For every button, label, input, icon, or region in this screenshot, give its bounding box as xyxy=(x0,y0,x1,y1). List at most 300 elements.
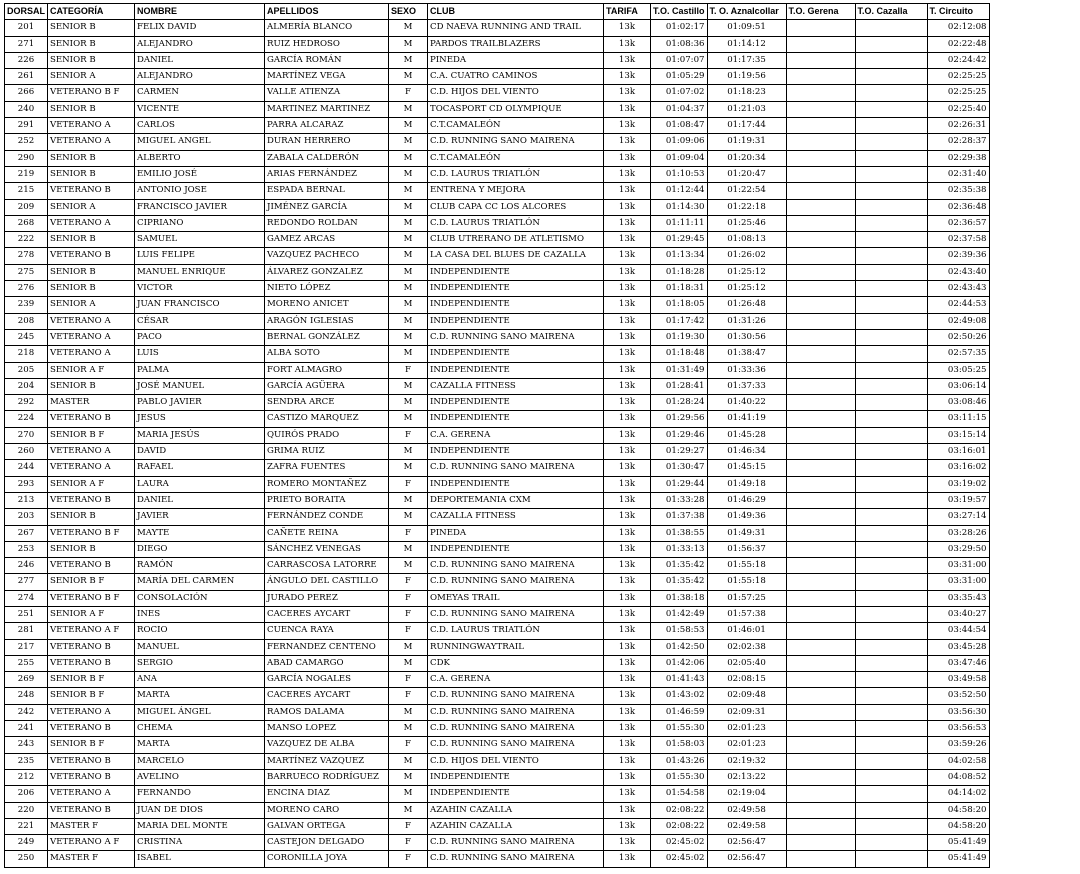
apellidos-cell: VAZQUEZ PACHECO xyxy=(265,248,389,264)
to-cazalla-cell xyxy=(855,737,927,753)
tarifa-cell: 13k xyxy=(604,101,651,117)
to-castillo-cell: 01:33:13 xyxy=(651,541,708,557)
categoria-cell: VETERANO B F xyxy=(48,590,135,606)
sexo-cell: M xyxy=(389,118,428,134)
tarifa-cell: 13k xyxy=(604,639,651,655)
apellidos-cell: ENCINA DIAZ xyxy=(265,786,389,802)
categoria-cell: SENIOR B xyxy=(48,36,135,52)
club-cell: C.D. RUNNING SANO MAIRENA xyxy=(428,329,604,345)
to-cazalla-cell xyxy=(855,851,927,867)
to-cazalla-cell xyxy=(855,329,927,345)
to-cazalla-cell xyxy=(855,558,927,574)
club-cell: PARDOS TRAILBLAZERS xyxy=(428,36,604,52)
tarifa-cell: 13k xyxy=(604,395,651,411)
to-gerena-cell xyxy=(786,313,855,329)
table-row xyxy=(5,721,990,737)
to-cazalla-cell xyxy=(855,721,927,737)
to-gerena-cell xyxy=(786,476,855,492)
apellidos-cell: CAÑETE REINA xyxy=(265,525,389,541)
sexo-cell: M xyxy=(389,52,428,68)
table-row xyxy=(5,411,990,427)
nombre-cell: MARCELO xyxy=(135,753,265,769)
club-cell: C.D. RUNNING SANO MAIRENA xyxy=(428,737,604,753)
t-circuito-cell: 03:28:26 xyxy=(927,525,989,541)
tarifa-cell: 13k xyxy=(604,52,651,68)
table-row xyxy=(5,248,990,264)
dorsal-cell: 250 xyxy=(5,851,48,867)
dorsal-cell: 290 xyxy=(5,150,48,166)
categoria-cell: VETERANO B xyxy=(48,558,135,574)
to-cazalla-cell xyxy=(855,69,927,85)
club-cell: INDEPENDIENTE xyxy=(428,444,604,460)
table-row xyxy=(5,69,990,85)
to-gerena-cell xyxy=(786,199,855,215)
tarifa-cell: 13k xyxy=(604,297,651,313)
tarifa-cell: 13k xyxy=(604,704,651,720)
tarifa-cell: 13k xyxy=(604,509,651,525)
to-castillo-cell: 01:07:02 xyxy=(651,85,708,101)
tarifa-cell: 13k xyxy=(604,215,651,231)
club-cell: INDEPENDIENTE xyxy=(428,346,604,362)
t-circuito-cell: 02:35:38 xyxy=(927,183,989,199)
to-gerena-cell xyxy=(786,215,855,231)
to-gerena-cell xyxy=(786,362,855,378)
club-cell: AZAHIN CAZALLA xyxy=(428,802,604,818)
club-cell: C.A. CUATRO CAMINOS xyxy=(428,69,604,85)
club-cell: C.D. HIJOS DEL VIENTO xyxy=(428,85,604,101)
to-cazalla-cell xyxy=(855,623,927,639)
table-row xyxy=(5,639,990,655)
dorsal-cell: 270 xyxy=(5,427,48,443)
table-row xyxy=(5,199,990,215)
t-circuito-cell: 02:25:40 xyxy=(927,101,989,117)
to-castillo-cell: 01:54:58 xyxy=(651,786,708,802)
tarifa-cell: 13k xyxy=(604,20,651,36)
sexo-cell: F xyxy=(389,835,428,851)
nombre-cell: DIEGO xyxy=(135,541,265,557)
apellidos-cell: ALMERÍA BLANCO xyxy=(265,20,389,36)
categoria-cell: SENIOR B xyxy=(48,281,135,297)
nombre-cell: CÉSAR xyxy=(135,313,265,329)
tarifa-cell: 13k xyxy=(604,737,651,753)
to-gerena-cell xyxy=(786,378,855,394)
sexo-cell: M xyxy=(389,69,428,85)
to-gerena-cell xyxy=(786,85,855,101)
sexo-cell: F xyxy=(389,574,428,590)
tarifa-cell: 13k xyxy=(604,818,651,834)
to-castillo-cell: 01:28:41 xyxy=(651,378,708,394)
to-aznalcollar-cell: 02:19:04 xyxy=(707,786,786,802)
nombre-cell: MARTA xyxy=(135,737,265,753)
to-gerena-cell xyxy=(786,411,855,427)
to-aznalcollar-cell: 02:09:48 xyxy=(707,688,786,704)
dorsal-cell: 218 xyxy=(5,346,48,362)
table-row xyxy=(5,281,990,297)
to-castillo-cell: 02:45:02 xyxy=(651,851,708,867)
table-row xyxy=(5,232,990,248)
to-cazalla-cell xyxy=(855,444,927,460)
to-aznalcollar-cell: 01:56:37 xyxy=(707,541,786,557)
tarifa-cell: 13k xyxy=(604,134,651,150)
table-row xyxy=(5,558,990,574)
tarifa-cell: 13k xyxy=(604,313,651,329)
t-circuito-cell: 02:44:53 xyxy=(927,297,989,313)
to-castillo-cell: 01:31:49 xyxy=(651,362,708,378)
apellidos-cell: ROMERO MONTAÑEZ xyxy=(265,476,389,492)
club-cell: C.D. RUNNING SANO MAIRENA xyxy=(428,134,604,150)
to-castillo-cell: 01:42:50 xyxy=(651,639,708,655)
t-circuito-cell: 03:06:14 xyxy=(927,378,989,394)
nombre-cell: ISABEL xyxy=(135,851,265,867)
sexo-cell: F xyxy=(389,623,428,639)
t-circuito-cell: 02:12:08 xyxy=(927,20,989,36)
table-row xyxy=(5,818,990,834)
table-row xyxy=(5,525,990,541)
categoria-cell: VETERANO B xyxy=(48,721,135,737)
to-aznalcollar-cell: 02:49:58 xyxy=(707,802,786,818)
to-gerena-cell xyxy=(786,737,855,753)
sexo-cell: M xyxy=(389,655,428,671)
apellidos-cell: CARRASCOSA LATORRE xyxy=(265,558,389,574)
t-circuito-cell: 03:15:14 xyxy=(927,427,989,443)
sexo-cell: F xyxy=(389,688,428,704)
apellidos-cell: MARTÍNEZ VEGA xyxy=(265,69,389,85)
tarifa-cell: 13k xyxy=(604,802,651,818)
dorsal-cell: 278 xyxy=(5,248,48,264)
t-circuito-cell: 02:43:43 xyxy=(927,281,989,297)
to-gerena-cell xyxy=(786,444,855,460)
sexo-cell: F xyxy=(389,672,428,688)
to-castillo-cell: 01:18:05 xyxy=(651,297,708,313)
col-header-tarifa: TARIFA xyxy=(604,4,651,20)
to-aznalcollar-cell: 01:21:03 xyxy=(707,101,786,117)
dorsal-cell: 241 xyxy=(5,721,48,737)
apellidos-cell: FERNANDEZ CENTENO xyxy=(265,639,389,655)
categoria-cell: VETERANO A xyxy=(48,786,135,802)
to-gerena-cell xyxy=(786,20,855,36)
apellidos-cell: SÁNCHEZ VENEGAS xyxy=(265,541,389,557)
sexo-cell: M xyxy=(389,313,428,329)
t-circuito-cell: 02:49:08 xyxy=(927,313,989,329)
to-castillo-cell: 01:18:48 xyxy=(651,346,708,362)
club-cell: PINEDA xyxy=(428,52,604,68)
to-castillo-cell: 01:10:53 xyxy=(651,166,708,182)
categoria-cell: VETERANO A F xyxy=(48,835,135,851)
to-gerena-cell xyxy=(786,69,855,85)
apellidos-cell: MARTÍNEZ VAZQUEZ xyxy=(265,753,389,769)
to-aznalcollar-cell: 01:19:31 xyxy=(707,134,786,150)
to-cazalla-cell xyxy=(855,297,927,313)
categoria-cell: SENIOR A F xyxy=(48,606,135,622)
to-aznalcollar-cell: 01:25:46 xyxy=(707,215,786,231)
dorsal-cell: 240 xyxy=(5,101,48,117)
table-row xyxy=(5,851,990,867)
dorsal-cell: 204 xyxy=(5,378,48,394)
sexo-cell: M xyxy=(389,329,428,345)
apellidos-cell: ABAD CAMARGO xyxy=(265,655,389,671)
to-aznalcollar-cell: 01:30:56 xyxy=(707,329,786,345)
to-gerena-cell xyxy=(786,802,855,818)
club-cell: C.D. RUNNING SANO MAIRENA xyxy=(428,851,604,867)
t-circuito-cell: 03:31:00 xyxy=(927,558,989,574)
tarifa-cell: 13k xyxy=(604,329,651,345)
categoria-cell: SENIOR A F xyxy=(48,362,135,378)
table-row xyxy=(5,346,990,362)
to-gerena-cell xyxy=(786,150,855,166)
nombre-cell: SERGIO xyxy=(135,655,265,671)
apellidos-cell: GAMEZ ARCAS xyxy=(265,232,389,248)
apellidos-cell: CASTIZO MARQUEZ xyxy=(265,411,389,427)
tarifa-cell: 13k xyxy=(604,721,651,737)
club-cell: C.D. RUNNING SANO MAIRENA xyxy=(428,835,604,851)
club-cell: C.T.CAMALEÓN xyxy=(428,150,604,166)
categoria-cell: VETERANO B xyxy=(48,411,135,427)
club-cell: CLUB CAPA CC LOS ALCORES xyxy=(428,199,604,215)
to-aznalcollar-cell: 01:17:35 xyxy=(707,52,786,68)
to-gerena-cell xyxy=(786,818,855,834)
col-header-sexo: SEXO xyxy=(389,4,428,20)
t-circuito-cell: 03:35:43 xyxy=(927,590,989,606)
to-gerena-cell xyxy=(786,606,855,622)
table-row xyxy=(5,590,990,606)
to-aznalcollar-cell: 01:49:18 xyxy=(707,476,786,492)
tarifa-cell: 13k xyxy=(604,525,651,541)
nombre-cell: EMILIO JOSÉ xyxy=(135,166,265,182)
t-circuito-cell: 03:56:30 xyxy=(927,704,989,720)
t-circuito-cell: 03:27:14 xyxy=(927,509,989,525)
sexo-cell: M xyxy=(389,558,428,574)
to-castillo-cell: 01:43:26 xyxy=(651,753,708,769)
table-row xyxy=(5,85,990,101)
sexo-cell: F xyxy=(389,362,428,378)
to-castillo-cell: 01:58:03 xyxy=(651,737,708,753)
to-castillo-cell: 01:17:42 xyxy=(651,313,708,329)
to-castillo-cell: 01:28:24 xyxy=(651,395,708,411)
to-castillo-cell: 01:14:30 xyxy=(651,199,708,215)
sexo-cell: M xyxy=(389,199,428,215)
table-row xyxy=(5,688,990,704)
categoria-cell: VETERANO A xyxy=(48,444,135,460)
nombre-cell: MARIA JESÚS xyxy=(135,427,265,443)
nombre-cell: DAVID xyxy=(135,444,265,460)
dorsal-cell: 219 xyxy=(5,166,48,182)
nombre-cell: LUIS FELIPE xyxy=(135,248,265,264)
to-aznalcollar-cell: 02:05:40 xyxy=(707,655,786,671)
nombre-cell: DANIEL xyxy=(135,492,265,508)
to-aznalcollar-cell: 01:57:38 xyxy=(707,606,786,622)
to-aznalcollar-cell: 01:22:18 xyxy=(707,199,786,215)
apellidos-cell: SENDRA ARCE xyxy=(265,395,389,411)
nombre-cell: FELIX DAVID xyxy=(135,20,265,36)
sexo-cell: M xyxy=(389,264,428,280)
to-cazalla-cell xyxy=(855,232,927,248)
to-castillo-cell: 01:19:30 xyxy=(651,329,708,345)
to-cazalla-cell xyxy=(855,183,927,199)
dorsal-cell: 224 xyxy=(5,411,48,427)
to-gerena-cell xyxy=(786,232,855,248)
dorsal-cell: 249 xyxy=(5,835,48,851)
categoria-cell: SENIOR B xyxy=(48,378,135,394)
nombre-cell: JUAN DE DIOS xyxy=(135,802,265,818)
to-gerena-cell xyxy=(786,492,855,508)
to-cazalla-cell xyxy=(855,264,927,280)
to-aznalcollar-cell: 02:08:15 xyxy=(707,672,786,688)
tarifa-cell: 13k xyxy=(604,492,651,508)
categoria-cell: SENIOR A xyxy=(48,297,135,313)
dorsal-cell: 209 xyxy=(5,199,48,215)
t-circuito-cell: 03:16:01 xyxy=(927,444,989,460)
club-cell: INDEPENDIENTE xyxy=(428,786,604,802)
apellidos-cell: NIETO LÓPEZ xyxy=(265,281,389,297)
to-gerena-cell xyxy=(786,248,855,264)
table-row xyxy=(5,150,990,166)
categoria-cell: MASTER xyxy=(48,395,135,411)
tarifa-cell: 13k xyxy=(604,753,651,769)
dorsal-cell: 221 xyxy=(5,818,48,834)
to-cazalla-cell xyxy=(855,688,927,704)
tarifa-cell: 13k xyxy=(604,346,651,362)
table-row xyxy=(5,264,990,280)
apellidos-cell: GARCÍA AGÜERA xyxy=(265,378,389,394)
to-aznalcollar-cell: 01:37:33 xyxy=(707,378,786,394)
nombre-cell: RAFAEL xyxy=(135,460,265,476)
nombre-cell: INES xyxy=(135,606,265,622)
table-row xyxy=(5,704,990,720)
t-circuito-cell: 03:49:58 xyxy=(927,672,989,688)
t-circuito-cell: 02:36:57 xyxy=(927,215,989,231)
to-cazalla-cell xyxy=(855,101,927,117)
dorsal-cell: 261 xyxy=(5,69,48,85)
t-circuito-cell: 03:16:02 xyxy=(927,460,989,476)
t-circuito-cell: 02:43:40 xyxy=(927,264,989,280)
categoria-cell: SENIOR B xyxy=(48,166,135,182)
tarifa-cell: 13k xyxy=(604,411,651,427)
t-circuito-cell: 03:52:50 xyxy=(927,688,989,704)
dorsal-cell: 276 xyxy=(5,281,48,297)
to-castillo-cell: 01:58:53 xyxy=(651,623,708,639)
to-gerena-cell xyxy=(786,101,855,117)
tarifa-cell: 13k xyxy=(604,150,651,166)
t-circuito-cell: 05:41:49 xyxy=(927,851,989,867)
categoria-cell: SENIOR B F xyxy=(48,737,135,753)
to-castillo-cell: 02:08:22 xyxy=(651,818,708,834)
club-cell: C.D. RUNNING SANO MAIRENA xyxy=(428,721,604,737)
nombre-cell: ROCIO xyxy=(135,623,265,639)
tarifa-cell: 13k xyxy=(604,655,651,671)
categoria-cell: SENIOR A F xyxy=(48,476,135,492)
to-aznalcollar-cell: 01:09:51 xyxy=(707,20,786,36)
nombre-cell: MARIA DEL MONTE xyxy=(135,818,265,834)
to-cazalla-cell xyxy=(855,118,927,134)
apellidos-cell: RAMOS DALAMA xyxy=(265,704,389,720)
to-aznalcollar-cell: 02:19:32 xyxy=(707,753,786,769)
apellidos-cell: GRIMA RUIZ xyxy=(265,444,389,460)
to-cazalla-cell xyxy=(855,525,927,541)
col-header-to-castillo: T.O. Castillo xyxy=(651,4,708,20)
table-row xyxy=(5,297,990,313)
to-castillo-cell: 01:09:06 xyxy=(651,134,708,150)
categoria-cell: VETERANO A xyxy=(48,704,135,720)
t-circuito-cell: 04:14:02 xyxy=(927,786,989,802)
club-cell: INDEPENDIENTE xyxy=(428,395,604,411)
to-cazalla-cell xyxy=(855,606,927,622)
club-cell: CDK xyxy=(428,655,604,671)
table-row xyxy=(5,395,990,411)
apellidos-cell: ESPADA BERNAL xyxy=(265,183,389,199)
to-cazalla-cell xyxy=(855,492,927,508)
to-cazalla-cell xyxy=(855,476,927,492)
dorsal-cell: 277 xyxy=(5,574,48,590)
to-aznalcollar-cell: 02:56:47 xyxy=(707,851,786,867)
to-aznalcollar-cell: 02:09:31 xyxy=(707,704,786,720)
to-castillo-cell: 01:46:59 xyxy=(651,704,708,720)
to-gerena-cell xyxy=(786,183,855,199)
club-cell: RUNNINGWAYTRAIL xyxy=(428,639,604,655)
t-circuito-cell: 03:40:27 xyxy=(927,606,989,622)
t-circuito-cell: 04:58:20 xyxy=(927,802,989,818)
to-cazalla-cell xyxy=(855,835,927,851)
results-body xyxy=(5,20,990,867)
dorsal-cell: 251 xyxy=(5,606,48,622)
tarifa-cell: 13k xyxy=(604,85,651,101)
to-cazalla-cell xyxy=(855,134,927,150)
to-cazalla-cell xyxy=(855,36,927,52)
apellidos-cell: GARCÍA ROMÁN xyxy=(265,52,389,68)
tarifa-cell: 13k xyxy=(604,541,651,557)
table-row xyxy=(5,118,990,134)
to-gerena-cell xyxy=(786,281,855,297)
to-castillo-cell: 01:18:31 xyxy=(651,281,708,297)
to-gerena-cell xyxy=(786,509,855,525)
apellidos-cell: CASTEJON DELGADO xyxy=(265,835,389,851)
apellidos-cell: ÁLVAREZ GONZALEZ xyxy=(265,264,389,280)
tarifa-cell: 13k xyxy=(604,786,651,802)
to-cazalla-cell xyxy=(855,541,927,557)
t-circuito-cell: 03:29:50 xyxy=(927,541,989,557)
t-circuito-cell: 04:58:20 xyxy=(927,818,989,834)
to-castillo-cell: 01:07:07 xyxy=(651,52,708,68)
club-cell: C.A. GERENA xyxy=(428,427,604,443)
to-castillo-cell: 01:13:34 xyxy=(651,248,708,264)
nombre-cell: CIPRIANO xyxy=(135,215,265,231)
to-gerena-cell xyxy=(786,52,855,68)
sexo-cell: M xyxy=(389,395,428,411)
sexo-cell: M xyxy=(389,460,428,476)
apellidos-cell: ARAGÓN IGLESIAS xyxy=(265,313,389,329)
to-aznalcollar-cell: 02:01:23 xyxy=(707,721,786,737)
tarifa-cell: 13k xyxy=(604,688,651,704)
categoria-cell: SENIOR B xyxy=(48,20,135,36)
t-circuito-cell: 02:25:25 xyxy=(927,69,989,85)
tarifa-cell: 13k xyxy=(604,248,651,264)
to-cazalla-cell xyxy=(855,248,927,264)
t-circuito-cell: 03:11:15 xyxy=(927,411,989,427)
to-cazalla-cell xyxy=(855,411,927,427)
to-cazalla-cell xyxy=(855,818,927,834)
nombre-cell: CONSOLACIÓN xyxy=(135,590,265,606)
to-cazalla-cell xyxy=(855,574,927,590)
to-cazalla-cell xyxy=(855,427,927,443)
categoria-cell: SENIOR B F xyxy=(48,427,135,443)
table-row xyxy=(5,835,990,851)
col-header-apellidos: APELLIDOS xyxy=(265,4,389,20)
club-cell: C.D. RUNNING SANO MAIRENA xyxy=(428,606,604,622)
table-row xyxy=(5,492,990,508)
sexo-cell: M xyxy=(389,509,428,525)
dorsal-cell: 268 xyxy=(5,215,48,231)
to-aznalcollar-cell: 01:49:36 xyxy=(707,509,786,525)
club-cell: C.D. RUNNING SANO MAIRENA xyxy=(428,460,604,476)
